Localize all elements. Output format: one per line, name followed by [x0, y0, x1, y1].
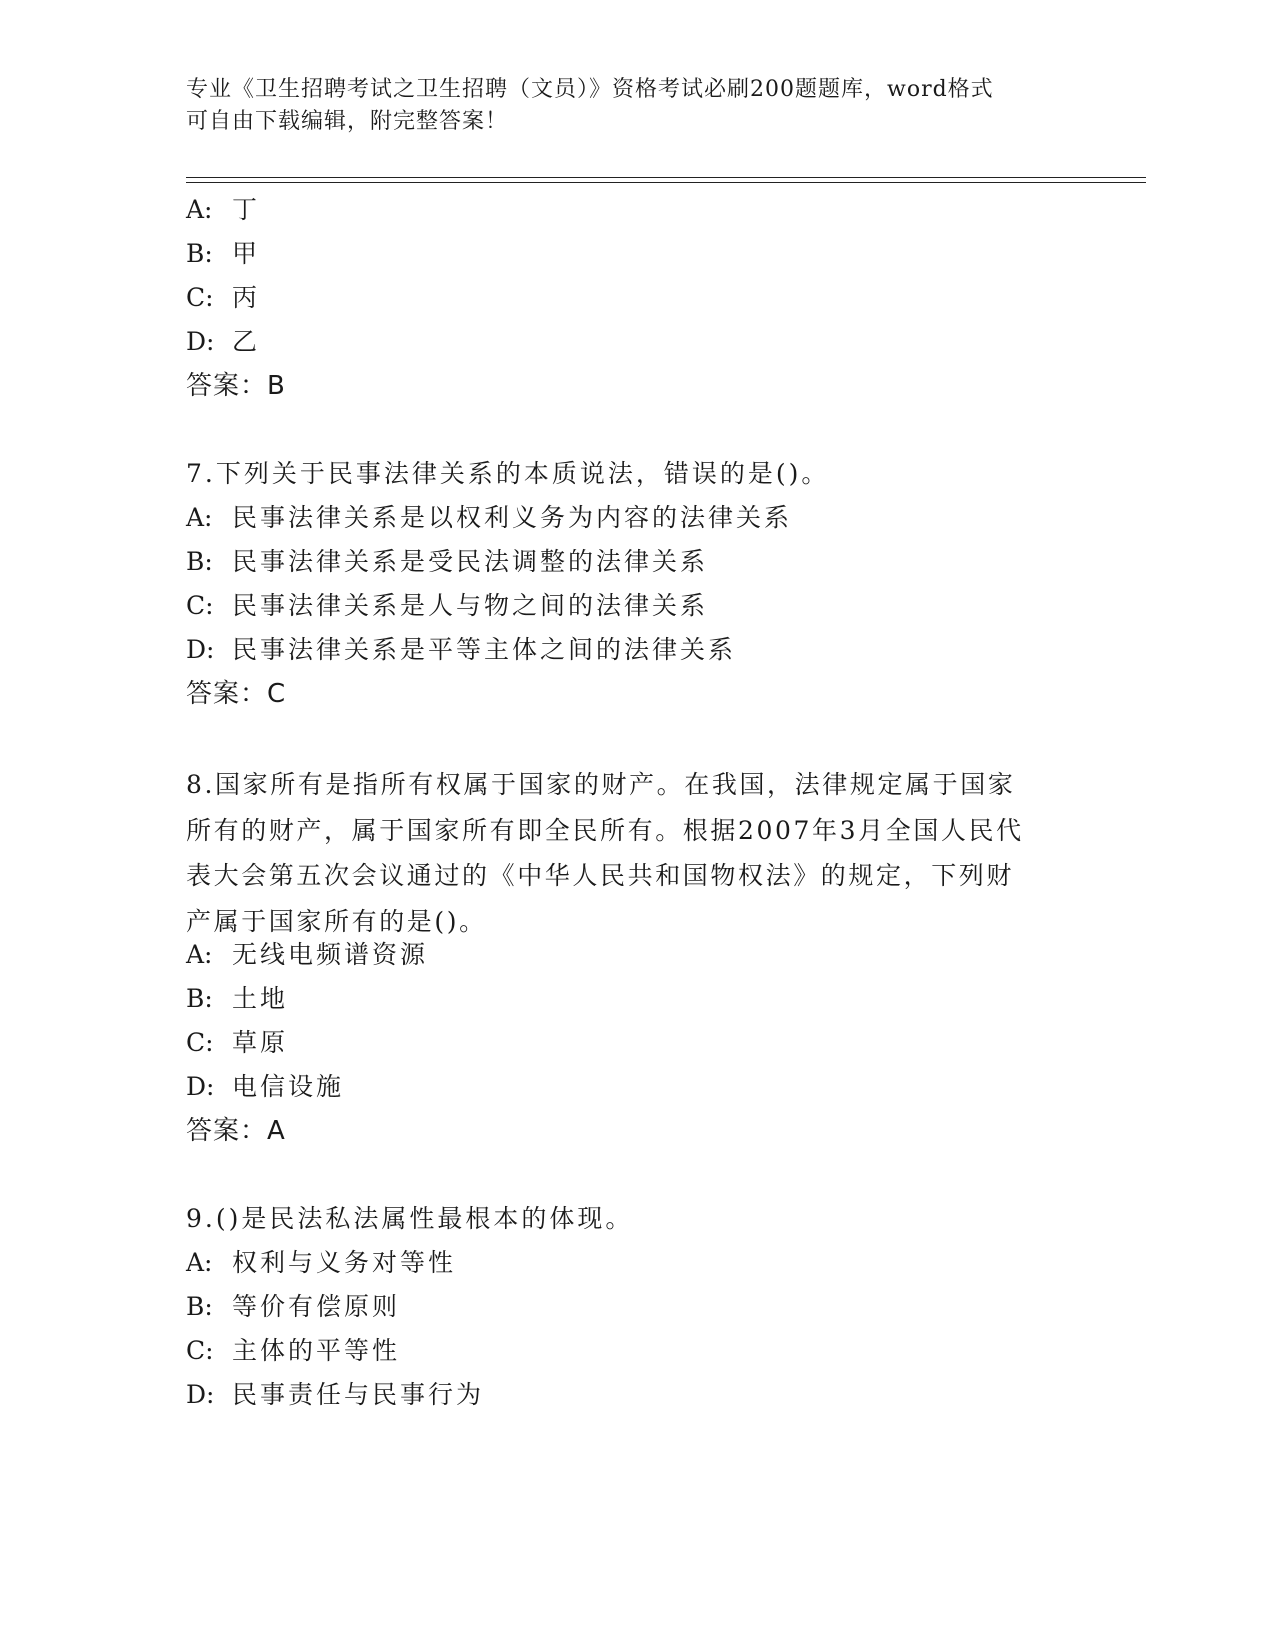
option-label: C:	[186, 283, 214, 312]
q7-option-c	[186, 589, 708, 623]
header-rule-bottom	[186, 182, 1146, 183]
option-label: A:	[186, 503, 213, 532]
option-text: 民事法律关系是平等主体之间的法律关系	[232, 635, 737, 664]
header-line-1: 专业《卫生招聘考试之卫生招聘（文员）》资格考试必刷200题题库，word格式	[186, 77, 994, 102]
option-label: D:	[186, 635, 215, 664]
q8-option-a	[186, 938, 428, 972]
document-header	[186, 74, 1066, 138]
q9-question: 9.()是民法私法属性最根本的体现。	[186, 1204, 634, 1233]
option-text: 民事责任与民事行为	[232, 1380, 485, 1409]
option-label: D:	[186, 327, 215, 356]
q7-question: 7.下列关于民事法律关系的本质说法，错误的是()。	[186, 459, 830, 488]
q9-option-a	[186, 1246, 456, 1280]
q6-option-c	[186, 281, 260, 315]
option-text: 电信设施	[232, 1072, 345, 1101]
q9-option-d	[186, 1378, 484, 1412]
option-label: C:	[186, 1336, 214, 1365]
option-label: A:	[186, 940, 213, 969]
q6-answer: 答案：B	[186, 371, 286, 401]
option-label: B:	[186, 547, 213, 576]
q6-option-b	[186, 237, 260, 271]
q8-question-line: 8.国家所有是指所有权属于国家的财产。在我国，法律规定属于国家	[186, 770, 1016, 799]
option-label: D:	[186, 1380, 215, 1409]
option-text: 草原	[232, 1028, 289, 1057]
q8-question-line: 所有的财产，属于国家所有即全民所有。根据2007年3月全国人民代	[186, 815, 1024, 845]
q6-option-d	[186, 325, 260, 359]
q9-option-c	[186, 1334, 400, 1368]
q7-option-d	[186, 633, 736, 667]
option-label: A:	[186, 195, 213, 224]
option-text: 民事法律关系是受民法调整的法律关系	[232, 547, 709, 576]
q7-answer: 答案：C	[186, 679, 287, 709]
option-text: 乙	[232, 327, 261, 356]
q7-option-b	[186, 545, 708, 579]
q6-option-a	[186, 193, 260, 227]
q8-answer: 答案：A	[186, 1116, 286, 1146]
option-text: 民事法律关系是人与物之间的法律关系	[232, 591, 709, 620]
option-label: A:	[186, 1248, 213, 1277]
q9-option-b	[186, 1290, 400, 1324]
option-text: 土地	[232, 984, 289, 1013]
q7-option-a	[186, 501, 792, 535]
q8-question-line: 表大会第五次会议通过的《中华人民共和国物权法》的规定，下列财	[186, 861, 1015, 890]
option-label: B:	[186, 1292, 213, 1321]
q8-question	[186, 762, 1066, 944]
q8-question-line: 产属于国家所有的是()。	[186, 906, 487, 936]
option-text: 丁	[232, 195, 261, 224]
q8-option-d	[186, 1070, 344, 1104]
option-text: 等价有偿原则	[232, 1292, 401, 1321]
option-text: 丙	[232, 283, 261, 312]
option-label: D:	[186, 1072, 215, 1101]
option-text: 甲	[232, 239, 261, 268]
option-label: B:	[186, 239, 213, 268]
option-text: 无线电频谱资源	[232, 940, 429, 969]
header-rule-top	[186, 177, 1146, 178]
q8-option-c	[186, 1026, 288, 1060]
q8-option-b	[186, 982, 288, 1016]
option-label: C:	[186, 1028, 214, 1057]
option-text: 主体的平等性	[232, 1336, 401, 1365]
option-label: C:	[186, 591, 214, 620]
option-text: 民事法律关系是以权利义务为内容的法律关系	[232, 503, 793, 532]
option-label: B:	[186, 984, 213, 1013]
header-line-2: 可自由下载编辑，附完整答案！	[186, 109, 509, 134]
option-text: 权利与义务对等性	[232, 1248, 457, 1277]
